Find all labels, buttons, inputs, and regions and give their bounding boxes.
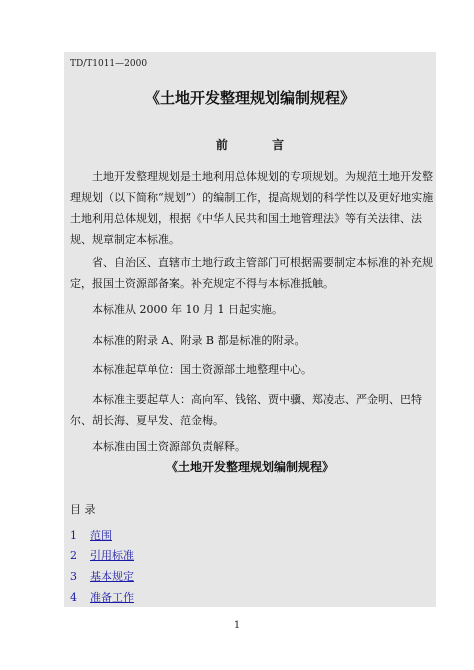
document-code: TD/T1011—2000 — [70, 59, 148, 69]
paragraph-supplement: 省、自治区、直辖市土地行政主管部门可根据需要制定本标准的补充规定，报国土资源部备案。补充规定不得与本标准抵触。 — [70, 256, 433, 290]
document-subtitle: 《土地开发整理规划编制规程》 — [165, 460, 334, 474]
paragraph-appendix: 本标准的附录 A、附录 B 都是标准的附录。 — [92, 334, 306, 347]
paragraph-drafting-unit: 本标准起草单位：国土资源部土地整理中心。 — [92, 363, 312, 376]
toc-link-scope[interactable]: 1 范围 — [70, 529, 112, 542]
toc-heading: 目 录 — [70, 503, 96, 516]
toc-link-basic-rules[interactable]: 3 基本规定 — [70, 570, 134, 583]
toc-link-preparation[interactable]: 4 准备工作 — [70, 591, 134, 604]
paragraph-drafters: 本标准主要起草人：高向军、钱铭、贾中骥、郑凌志、严金明、巴特尔、胡长海、夏早发、范金梅。 — [70, 393, 422, 427]
paragraph-interpretation: 本标准由国土资源部负责解释。 — [92, 440, 246, 453]
page-number: 1 — [233, 620, 241, 631]
preface-heading: 前 言 — [215, 138, 305, 152]
document-title: 《土地开发整理规划编制规程》 — [144, 89, 355, 107]
paragraph-effective-date: 本标准从 2000 年 10 月 1 日起实施。 — [92, 303, 283, 316]
toc-link-references[interactable]: 2 引用标准 — [70, 549, 134, 562]
paragraph-intro: 土地开发整理规划是土地利用总体规划的专项规划。为规范土地开发整理规划（以下简称“规划”）的编制工作，提高规划的科学性以及更好地实施土地利用总体规划，根据《中华人民共和国土地管理法》等有关法律、法规、规章制定本标准。 — [70, 170, 434, 246]
